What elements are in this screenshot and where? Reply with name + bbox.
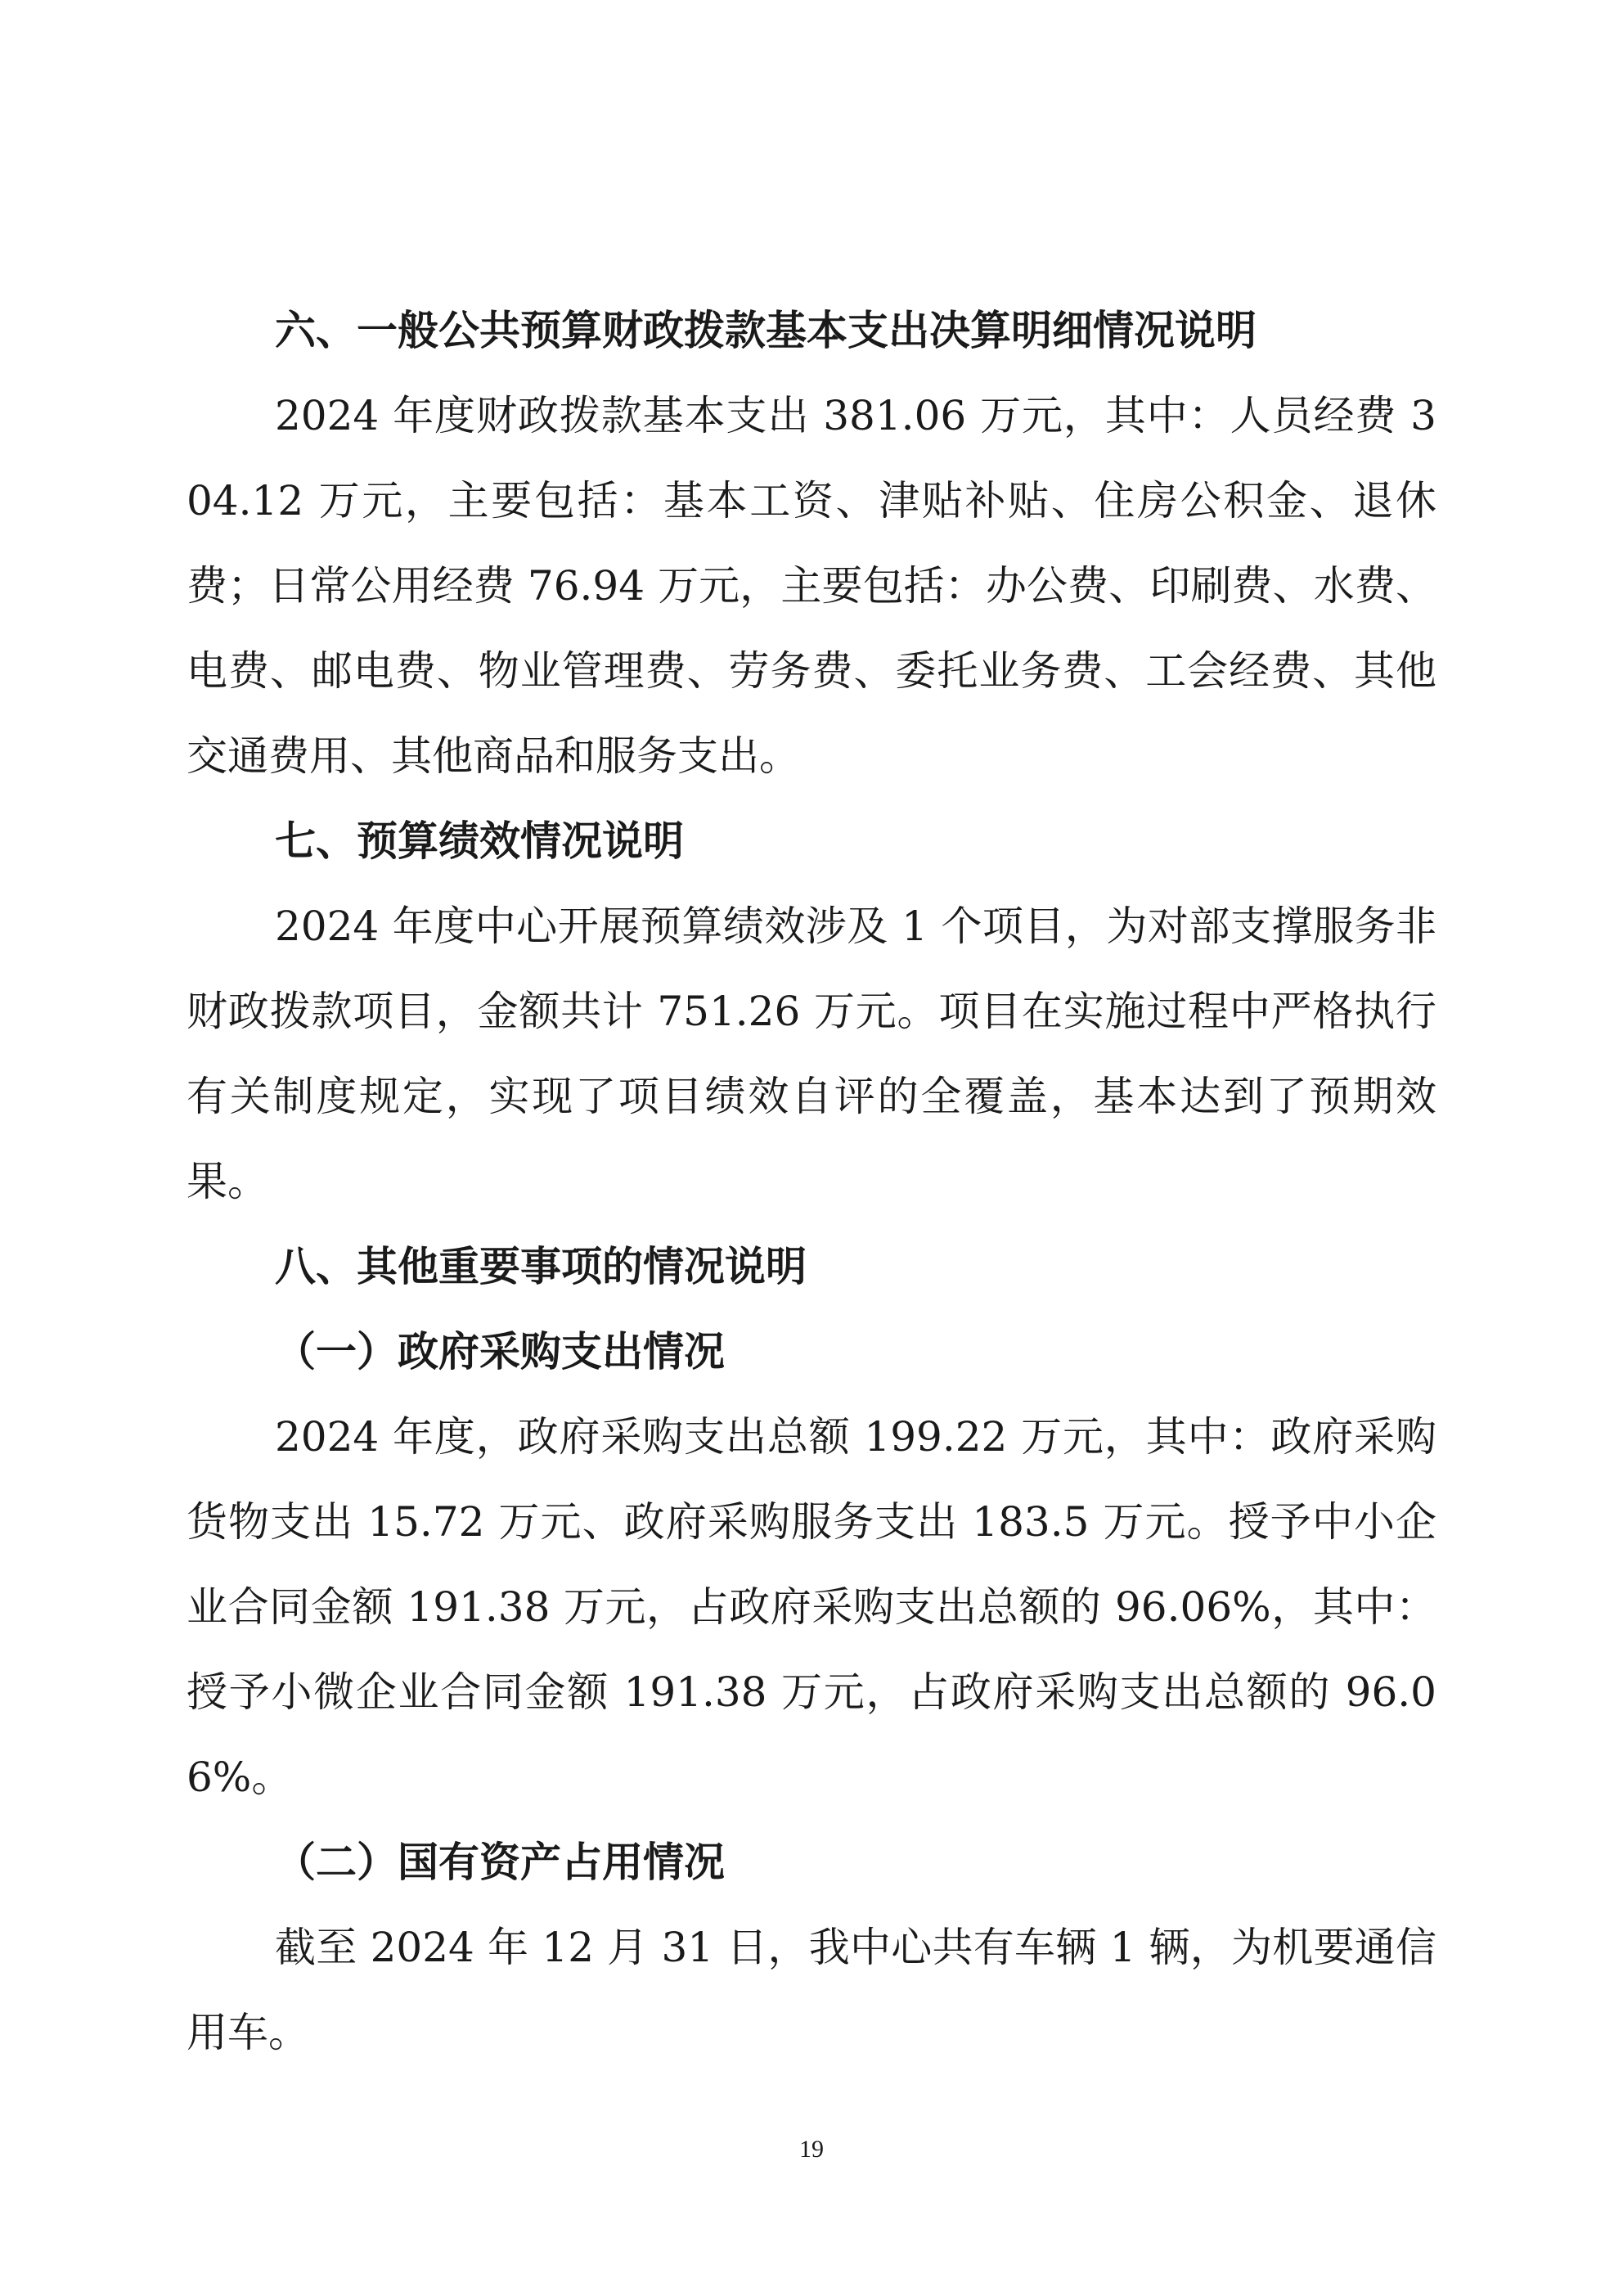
section-heading-8: 八、其他重要事项的情况说明 (275, 1243, 807, 1290)
subsection-heading-assets: （二）国有资产占用情况 (275, 1839, 725, 1886)
section-heading-6: 六、一般公共预算财政拨款基本支出决算明细情况说明 (275, 307, 1257, 354)
page-content (187, 288, 1436, 2075)
procurement-paragraph: 2024 年度，政府采购支出总额 199.22 万元，其中：政府采购货物支出 15.72 万元、政府采购服务支出 183.5 万元。授予中小企业合同金额 191.38 万元，占政府采购支出总额的 96.06%，其中：授予小微企业合同金额 191.38 万元，占政府采购支出总额的 96.06%。 (187, 1413, 1436, 1801)
section-7-paragraph: 2024 年度中心开展预算绩效涉及 1 个项目，为对部支撑服务非财政拨款项目，金额共计 751.26 万元。项目在实施过程中严格执行有关制度规定，实现了项目绩效自评的全覆盖，基本达到了预期效果。 (187, 903, 1436, 1205)
section-6-paragraph: 2024 年度财政拨款基本支出 381.06 万元，其中：人员经费 304.12 万元，主要包括：基本工资、津贴补贴、住房公积金、退休费；日常公用经费 76.94 万元，主要包括：办公费、印刷费、水费、电费、邮电费、物业管理费、劳务费、委托业务费、工会经费、其他交通费用、其他商品和服务支出。 (187, 392, 1436, 780)
assets-paragraph: 截至 2024 年 12 月 31 日，我中心共有车辆 1 辆，为机要通信用车。 (187, 1924, 1436, 2056)
subsection-heading-procurement: （一）政府采购支出情况 (275, 1328, 725, 1375)
page-number: 19 (799, 2136, 824, 2163)
section-heading-7: 七、预算绩效情况说明 (275, 817, 684, 865)
